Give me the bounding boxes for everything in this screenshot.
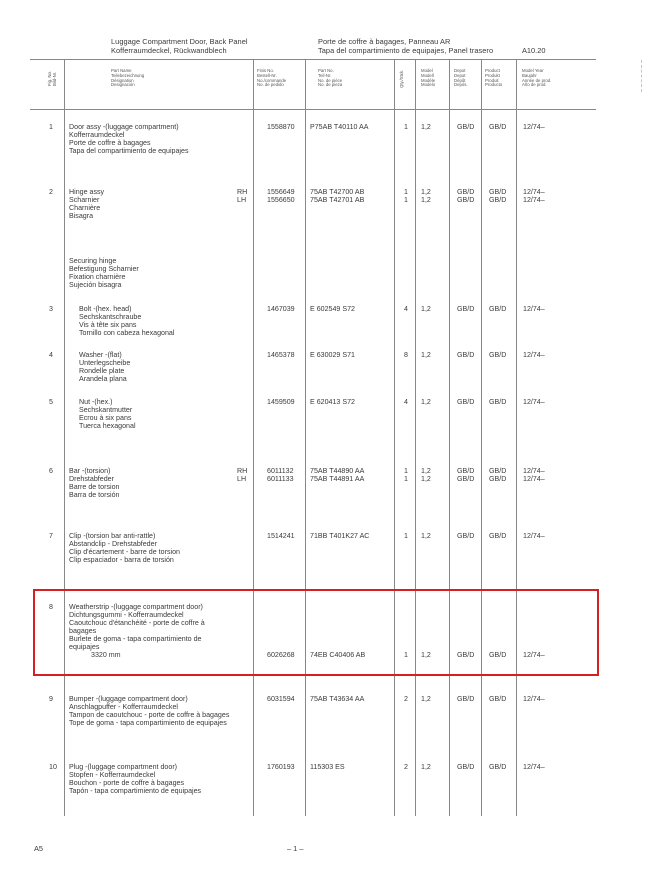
finis-value: 1459509	[267, 398, 295, 406]
description-line: Clip -(torsion bar anti-rattle)	[69, 532, 156, 540]
col-part	[310, 305, 355, 313]
year-value: 12/74–	[523, 532, 545, 540]
col-depot-de: Depot	[454, 72, 466, 78]
header-bottom-rule	[30, 109, 596, 110]
description-line: Drehstabfeder	[69, 475, 114, 483]
col-qty	[404, 763, 408, 771]
col-product	[489, 467, 506, 483]
finis-value: 1514241	[267, 532, 295, 540]
product-value: GB/D	[489, 188, 507, 196]
col-part-no-fr: No. de pièce	[318, 77, 343, 83]
col-year	[523, 398, 545, 406]
qty-value: 1	[404, 532, 408, 540]
description-line: Vis à tête six pans	[79, 321, 137, 329]
col-model-es: Modelo	[421, 82, 436, 88]
col-fig-no	[48, 71, 58, 86]
col-model	[421, 763, 431, 771]
qty-value: 2	[404, 763, 408, 771]
col-side	[237, 188, 247, 204]
part-value: 75AB T42701 AB	[310, 196, 365, 204]
footer-page-number: – 1 –	[287, 844, 304, 853]
product-value: GB/D	[489, 305, 507, 313]
fig-number: 10	[49, 763, 57, 771]
depot-value: GB/D	[457, 188, 475, 196]
part-description	[69, 257, 139, 289]
depot-value: GB/D	[457, 475, 475, 483]
col-qty	[400, 70, 405, 88]
col-part-name	[111, 69, 144, 88]
col-product	[489, 123, 506, 131]
col-separator	[394, 59, 395, 816]
col-product-en: Product	[485, 68, 500, 73]
col-finis-fr: No./commande	[257, 77, 287, 83]
side-value: LH	[237, 196, 247, 204]
col-separator	[305, 59, 306, 816]
col-part	[310, 123, 369, 131]
col-finis	[267, 532, 295, 540]
col-depot	[457, 123, 474, 131]
description-line: bagages	[69, 627, 97, 635]
year-value: 12/74–	[523, 196, 545, 204]
col-qty	[404, 532, 408, 540]
finis-value: 1558870	[267, 123, 295, 131]
col-model	[421, 123, 431, 131]
description-line: Bar -(torsion)	[69, 467, 111, 475]
product-value: GB/D	[489, 532, 507, 540]
col-finis	[267, 467, 294, 483]
model-value: 1,2	[421, 475, 431, 483]
qty-value: 4	[404, 398, 408, 406]
product-value: GB/D	[489, 695, 507, 703]
year-value: 12/74–	[523, 475, 545, 483]
description-line: Tapón - tapa compartimiento de equipajes	[69, 787, 202, 795]
col-separator	[64, 59, 65, 816]
col-part	[310, 467, 364, 483]
part-value: E 602549 S72	[310, 305, 355, 313]
section-ref: A10.20	[522, 46, 546, 55]
col-depot-fr: Dépôt	[454, 77, 466, 83]
description-line: Clip d'écartement - barre de torsion	[69, 548, 180, 556]
col-product	[489, 351, 506, 359]
title-es: Tapa del compartimiento de equipajes, Panel trasero	[318, 46, 494, 55]
col-model	[421, 398, 431, 406]
part-description	[69, 305, 174, 337]
model-value: 1,2	[421, 398, 431, 406]
model-value: 1,2	[421, 196, 431, 204]
col-part-no	[318, 69, 342, 88]
description-line: Tope de goma - tapa compartimiento de equipajes	[69, 719, 227, 727]
depot-value: GB/D	[457, 467, 475, 475]
description-line: Nut -(hex.)	[79, 398, 113, 406]
title-de: Kofferraumdeckel, Rückwandblech	[111, 46, 227, 55]
col-finis-no	[257, 69, 286, 88]
description-line: Befestigung Scharnier	[69, 265, 139, 273]
col-qty-label: Qty./Stck.	[399, 69, 404, 88]
qty-value: 4	[404, 305, 408, 313]
col-separator	[516, 59, 517, 816]
col-depot	[457, 188, 474, 204]
col-part	[310, 532, 369, 540]
col-depot-es: Depós.	[454, 82, 468, 88]
description-line: Bumper -(luggage compartment door)	[69, 695, 188, 703]
part-value: 75AB T42700 AB	[310, 188, 365, 196]
model-value: 1,2	[421, 188, 431, 196]
description-line: Unterlegscheibe	[79, 359, 131, 367]
model-value: 1,2	[421, 695, 431, 703]
col-year-de: Baujahr	[522, 72, 537, 78]
col-depot	[457, 532, 474, 540]
part-description	[69, 188, 104, 220]
finis-value: 6011133	[267, 475, 294, 483]
col-part-name-en: Part Name	[111, 68, 132, 73]
description-line: Charnière	[69, 204, 101, 212]
fig-number: 7	[49, 532, 53, 540]
col-side	[237, 467, 247, 483]
description-line: Kofferraumdeckel	[69, 131, 125, 139]
description-line: Stopfen - Kofferraumdeckel	[69, 771, 156, 779]
description-line: Tampon de caoutchouc - porte de coffre à bagages	[69, 711, 230, 719]
depot-value: GB/D	[457, 305, 475, 313]
qty-value: 1	[404, 196, 408, 204]
year-value: 12/74–	[523, 763, 545, 771]
side-value: LH	[237, 475, 247, 483]
col-part-no-es: No. de pieza	[318, 82, 343, 88]
col-part-name-de: Teilebezeichnung	[111, 72, 145, 78]
description-line: Barre de torsion	[69, 483, 120, 491]
year-value: 12/74–	[523, 398, 545, 406]
header-top-rule	[30, 59, 596, 60]
col-product-es: Producto	[485, 82, 503, 88]
description-line: Barra de torsión	[69, 491, 120, 499]
col-year	[523, 351, 545, 359]
col-model	[421, 188, 431, 204]
finis-value: 6026268	[267, 651, 295, 659]
part-description	[69, 351, 130, 383]
footer-left: A5	[34, 844, 44, 853]
description-line: Bisagra	[69, 212, 94, 220]
col-part-no-de: Teil-Nr.	[318, 72, 332, 78]
year-value: 12/74–	[523, 651, 545, 659]
model-value: 1,2	[421, 651, 431, 659]
description-line: Ecrou à six pans	[79, 414, 132, 422]
finis-value: 1556650	[267, 196, 295, 204]
col-part-no-en: Part No.	[318, 68, 334, 73]
col-model	[421, 69, 435, 88]
col-product	[489, 305, 506, 313]
description-line: Door assy -(luggage compartment)	[69, 123, 179, 131]
description-line: Anschlagpuffer - Kofferraumdeckel	[69, 703, 178, 711]
col-year	[523, 188, 545, 204]
header-titles-right	[318, 37, 493, 55]
col-finis	[267, 695, 295, 703]
year-value: 12/74–	[523, 305, 545, 313]
col-year-es: Año de prod.	[522, 82, 547, 88]
highlight-box	[33, 589, 599, 676]
title-en: Luggage Compartment Door, Back Panel	[111, 37, 248, 46]
product-value: GB/D	[489, 467, 507, 475]
header-titles-left	[111, 37, 248, 55]
col-model	[421, 695, 431, 703]
fig-number: 9	[49, 695, 53, 703]
fig-number: 8	[49, 603, 53, 611]
col-model-fr: Modèle	[421, 77, 436, 83]
part-description	[69, 763, 201, 795]
description-line: Porte de coffre à bagages	[69, 139, 151, 147]
measurement: 3320 mm	[91, 651, 121, 659]
description-line: Abstandclip - Drehstabfeder	[69, 540, 157, 548]
qty-value: 1	[404, 467, 408, 475]
year-value: 12/74–	[523, 351, 545, 359]
col-depot	[457, 695, 474, 703]
model-value: 1,2	[421, 532, 431, 540]
col-model	[421, 467, 431, 483]
qty-value: 1	[404, 651, 408, 659]
depot-value: GB/D	[457, 123, 475, 131]
part-value: 75AB T44890 AA	[310, 467, 365, 475]
col-model	[421, 351, 431, 359]
col-finis	[267, 351, 295, 359]
model-value: 1,2	[421, 763, 431, 771]
col-qty	[404, 188, 408, 204]
col-product	[489, 532, 506, 540]
model-value: 1,2	[421, 351, 431, 359]
product-value: GB/D	[489, 123, 507, 131]
part-value: 74EB C40406 AB	[310, 651, 366, 659]
part-value: 75AB T43634 AA	[310, 695, 365, 703]
col-finis	[267, 188, 295, 204]
part-description	[69, 123, 189, 155]
col-finis-en: Finis No.	[257, 68, 274, 73]
description-line: Caoutchouc d'étanchéité - porte de coffre à	[69, 619, 205, 627]
col-product	[489, 695, 506, 703]
finis-value: 6031594	[267, 695, 295, 703]
col-finis-es: No. de pedido	[257, 82, 284, 88]
description-line: Dichtungsgummi - Kofferraumdeckel	[69, 611, 184, 619]
col-separator	[415, 59, 416, 816]
description-line: Bouchon - porte de coffre à bagages	[69, 779, 185, 787]
col-finis-de: Bestell-Nr.	[257, 72, 277, 78]
fig-number: 2	[49, 188, 53, 196]
product-value: GB/D	[489, 351, 507, 359]
description-line: Tapa del compartimiento de equipajes	[69, 147, 189, 155]
col-year	[523, 305, 545, 313]
col-separator	[449, 59, 450, 816]
finis-value: 1760193	[267, 763, 295, 771]
col-qty	[404, 398, 408, 406]
fig-number: 5	[49, 398, 53, 406]
fig-number: 3	[49, 305, 53, 313]
qty-value: 1	[404, 123, 408, 131]
description-line: Rondelle plate	[79, 367, 125, 375]
col-depot-en: Depot	[454, 68, 466, 73]
part-value: E 630029 S71	[310, 351, 355, 359]
finis-value: 1465378	[267, 351, 295, 359]
year-value: 12/74–	[523, 123, 545, 131]
depot-value: GB/D	[457, 398, 475, 406]
col-part	[310, 351, 355, 359]
qty-value: 1	[404, 475, 408, 483]
col-model-year	[522, 69, 551, 88]
col-depot	[454, 69, 468, 88]
col-part	[310, 398, 355, 406]
model-value: 1,2	[421, 467, 431, 475]
part-description	[69, 467, 119, 499]
description-line: Arandela plana	[79, 375, 127, 383]
col-year	[523, 695, 545, 703]
col-model-de: Modell	[421, 72, 434, 78]
product-value: GB/D	[489, 651, 507, 659]
col-qty	[404, 467, 408, 483]
part-value: P75AB T40110 AA	[310, 123, 369, 131]
part-value: 75AB T44891 AA	[310, 475, 365, 483]
description-line: Clip espaciador - barra de torsión	[69, 556, 174, 564]
finis-value: 6011132	[267, 467, 294, 475]
col-model	[421, 532, 431, 540]
col-part	[310, 188, 364, 204]
description-line: Washer -(flat)	[79, 351, 122, 359]
part-description	[69, 695, 229, 727]
description-line: Burlete de goma - tapa compartimiento de	[69, 635, 202, 643]
fig-number: 4	[49, 351, 53, 359]
col-year	[523, 123, 545, 131]
col-year-fr: Année de prod.	[522, 77, 552, 83]
description-line: Tuerca hexagonal	[79, 422, 136, 430]
description-line: Sujeción bisagra	[69, 281, 122, 289]
qty-value: 1	[404, 188, 408, 196]
qty-value: 2	[404, 695, 408, 703]
col-depot	[457, 351, 474, 359]
model-value: 1,2	[421, 123, 431, 131]
finis-value: 1556649	[267, 188, 295, 196]
part-value: 71BB T401K27 AC	[310, 532, 370, 540]
depot-value: GB/D	[457, 532, 475, 540]
depot-value: GB/D	[457, 763, 475, 771]
col-year	[523, 467, 545, 483]
col-part	[310, 695, 364, 703]
year-value: 12/74–	[523, 188, 545, 196]
col-depot	[457, 467, 474, 483]
depot-value: GB/D	[457, 695, 475, 703]
col-product	[489, 763, 506, 771]
description-line: Securing hinge	[69, 257, 117, 265]
col-product-fr: Produit	[485, 77, 499, 83]
col-finis	[267, 763, 295, 771]
finis-value: 1467039	[267, 305, 295, 313]
description-line: Sechskantmutter	[79, 406, 133, 414]
col-part-name-fr: Désignation	[111, 77, 134, 83]
col-separator	[481, 59, 482, 816]
col-finis	[267, 305, 295, 313]
description-line: Bolt -(hex. head)	[79, 305, 132, 313]
col-finis	[267, 398, 295, 406]
col-separator	[253, 59, 254, 816]
description-line: Scharnier	[69, 196, 100, 204]
product-value: GB/D	[489, 398, 507, 406]
part-value: E 620413 S72	[310, 398, 355, 406]
col-depot	[457, 763, 474, 771]
col-year	[523, 532, 545, 540]
side-value: RH	[237, 467, 248, 475]
year-value: 12/74–	[523, 467, 545, 475]
col-finis	[267, 123, 295, 131]
description-line: Plug -(luggage compartment door)	[69, 763, 178, 771]
product-value: GB/D	[489, 763, 507, 771]
title-fr: Porte de coffre à bagages, Panneau AR	[318, 37, 451, 46]
col-qty	[404, 351, 408, 359]
fig-number: 1	[49, 123, 53, 131]
description-line: Fixation charnière	[69, 273, 126, 281]
part-value: 115303 ES	[310, 763, 345, 771]
col-model	[421, 305, 431, 313]
side-value: RH	[237, 188, 248, 196]
description-line: Tornillo con cabeza hexagonal	[79, 329, 175, 337]
description-line: Sechskantschraube	[79, 313, 142, 321]
col-fig-no-en: Fig. No.	[47, 70, 52, 86]
part-description	[69, 398, 136, 430]
col-part	[310, 763, 345, 771]
col-qty	[404, 305, 408, 313]
depot-value: GB/D	[457, 196, 475, 204]
product-value: GB/D	[489, 196, 507, 204]
model-value: 1,2	[421, 305, 431, 313]
margin-mark	[641, 60, 643, 92]
col-product	[489, 398, 506, 406]
col-part-name-es: Designación	[111, 82, 135, 88]
depot-value: GB/D	[457, 351, 475, 359]
depot-value: GB/D	[457, 651, 475, 659]
col-year	[523, 763, 545, 771]
description-line: Weatherstrip -(luggage compartment door)	[69, 603, 203, 611]
part-description	[69, 532, 180, 564]
col-year-en: Model Year	[522, 68, 544, 73]
description-line: Hinge assy	[69, 188, 105, 196]
description-line: equipajes	[69, 643, 100, 651]
col-depot	[457, 305, 474, 313]
col-fig-no-de: Bild-Nr.	[51, 71, 57, 86]
col-model-en: Model	[421, 68, 433, 73]
product-value: GB/D	[489, 475, 507, 483]
col-product-de: Produkt	[485, 72, 500, 78]
col-product	[485, 69, 502, 88]
year-value: 12/74–	[523, 695, 545, 703]
col-qty	[404, 123, 408, 131]
fig-number: 6	[49, 467, 53, 475]
col-depot	[457, 398, 474, 406]
col-product	[489, 188, 506, 204]
qty-value: 8	[404, 351, 408, 359]
col-qty	[404, 695, 408, 703]
